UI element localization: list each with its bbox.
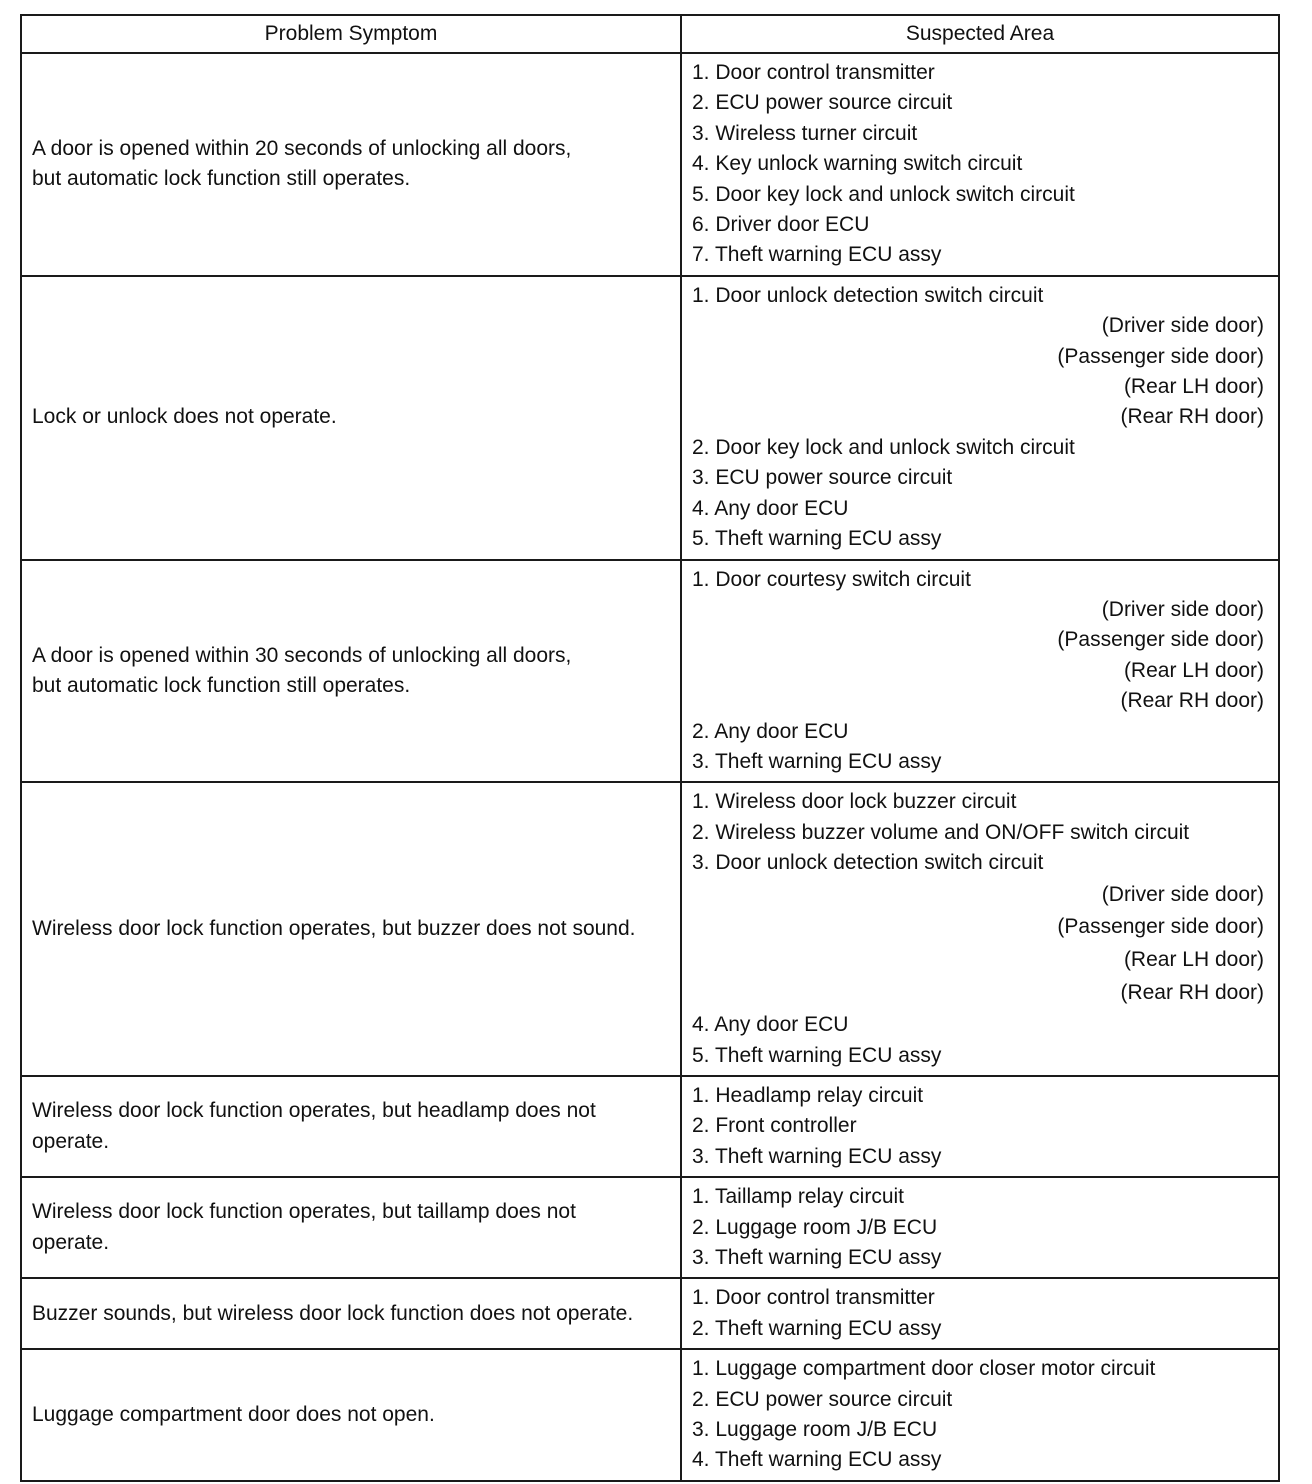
door-location-note: (Driver side door)	[1101, 597, 1264, 621]
door-location-note: (Rear RH door)	[1120, 981, 1264, 1005]
table-body	[21, 53, 1279, 1481]
symptom-text: Wireless door lock function operates, but headlamp does not	[32, 1099, 596, 1123]
suspected-area-item: 3. Luggage room J/B ECU	[692, 1418, 938, 1442]
door-location-note: (Passenger side door)	[1057, 344, 1264, 368]
symptom-text: A door is opened within 30 seconds of unlocking all doors,	[32, 643, 572, 667]
suspected-area-item: 2. Any door ECU	[692, 719, 849, 743]
table-row	[21, 1349, 1279, 1481]
symptom-text: but automatic lock function still operates.	[32, 673, 411, 697]
suspected-area-cell	[681, 53, 1279, 276]
suspected-area-cell	[681, 1177, 1279, 1278]
door-location-note: (Rear RH door)	[1120, 689, 1264, 713]
suspected-area-cell	[681, 1278, 1279, 1349]
suspected-area-item: 2. ECU power source circuit	[692, 91, 953, 115]
suspected-area-item: 1. Wireless door lock buzzer circuit	[692, 790, 1017, 814]
troubleshooting-table	[20, 14, 1280, 1482]
header-suspected-area: Suspected Area	[681, 15, 1279, 53]
suspected-area-item: 4. Key unlock warning switch circuit	[692, 152, 1023, 176]
suspected-area-item: 2. ECU power source circuit	[692, 1387, 953, 1411]
door-location-note: (Rear RH door)	[1120, 405, 1264, 429]
symptom-text: Luggage compartment door does not open.	[32, 1402, 435, 1426]
door-location-note: (Driver side door)	[1101, 314, 1264, 338]
suspected-area-item: 1. Luggage compartment door closer motor circuit	[692, 1357, 1156, 1381]
suspected-area-cell	[681, 560, 1279, 783]
problem-symptom-cell	[21, 1278, 681, 1349]
suspected-area-item: 6. Driver door ECU	[692, 213, 870, 237]
suspected-area-cell	[681, 276, 1279, 560]
suspected-area-item: 5. Door key lock and unlock switch circuit	[692, 182, 1075, 206]
suspected-area-item: 2. Wireless buzzer volume and ON/OFF switch circuit	[692, 820, 1190, 844]
suspected-area-item: 7. Theft warning ECU assy	[692, 243, 942, 267]
symptom-text: A door is opened within 20 seconds of unlocking all doors,	[32, 137, 572, 161]
problem-symptom-cell	[21, 1076, 681, 1177]
door-location-note: (Rear LH door)	[1123, 375, 1264, 399]
suspected-area-item: 1. Taillamp relay circuit	[692, 1185, 905, 1209]
table-row	[21, 782, 1279, 1076]
suspected-area-item: 2. Luggage room J/B ECU	[692, 1215, 938, 1239]
problem-symptom-cell	[21, 560, 681, 783]
table-row	[21, 1076, 1279, 1177]
suspected-area-item: 3. Theft warning ECU assy	[692, 749, 942, 773]
suspected-area-item: 2. Door key lock and unlock switch circuit	[692, 435, 1075, 459]
door-location-note: (Rear LH door)	[1123, 948, 1264, 972]
table-row	[21, 560, 1279, 783]
symptom-text: operate.	[32, 1129, 110, 1153]
suspected-area-item: 3. Theft warning ECU assy	[692, 1246, 942, 1270]
table-row	[21, 1177, 1279, 1278]
problem-symptom-cell	[21, 53, 681, 276]
suspected-area-item: 3. ECU power source circuit	[692, 466, 953, 490]
symptom-text: Wireless door lock function operates, but taillamp does not	[32, 1200, 576, 1224]
problem-symptom-cell	[21, 1177, 681, 1278]
suspected-area-item: 3. Theft warning ECU assy	[692, 1144, 942, 1168]
problem-symptom-cell	[21, 276, 681, 560]
door-location-note: (Passenger side door)	[1057, 628, 1264, 652]
door-location-note: (Rear LH door)	[1123, 658, 1264, 682]
table-row	[21, 53, 1279, 276]
symptom-text: but automatic lock function still operates.	[32, 167, 411, 191]
suspected-area-item: 3. Door unlock detection switch circuit	[692, 851, 1044, 875]
suspected-area-item: 5. Theft warning ECU assy	[692, 1043, 942, 1067]
suspected-area-item: 1. Door unlock detection switch circuit	[692, 283, 1044, 307]
table-row	[21, 276, 1279, 560]
suspected-area-item: 1. Headlamp relay circuit	[692, 1084, 924, 1107]
symptom-text: Buzzer sounds, but wireless door lock function does not operate.	[32, 1301, 634, 1325]
suspected-area-item: 3. Wireless turner circuit	[692, 121, 918, 145]
symptom-text: Wireless door lock function operates, but buzzer does not sound.	[32, 916, 636, 940]
suspected-area-item: 5. Theft warning ECU assy	[692, 527, 942, 551]
suspected-area-item: 1. Door control transmitter	[692, 61, 935, 84]
suspected-area-item: 1. Door courtesy switch circuit	[692, 567, 971, 591]
suspected-area-item: 2. Theft warning ECU assy	[692, 1316, 942, 1340]
header-problem-symptom: Problem Symptom	[21, 15, 681, 53]
suspected-area-item: 2. Front controller	[692, 1114, 857, 1138]
table-row	[21, 1278, 1279, 1349]
suspected-area-cell	[681, 1076, 1279, 1177]
suspected-area-item: 1. Door control transmitter	[692, 1286, 935, 1310]
suspected-area-item: 4. Theft warning ECU assy	[692, 1448, 942, 1472]
suspected-area-item: 4. Any door ECU	[692, 496, 849, 520]
suspected-area-cell	[681, 782, 1279, 1076]
symptom-text: Lock or unlock does not operate.	[32, 405, 337, 429]
door-location-note: (Driver side door)	[1101, 882, 1264, 906]
symptom-text: operate.	[32, 1230, 110, 1254]
door-location-note: (Passenger side door)	[1057, 915, 1264, 939]
problem-symptom-cell	[21, 1349, 681, 1481]
problem-symptom-cell	[21, 782, 681, 1076]
suspected-area-cell	[681, 1349, 1279, 1481]
header-row	[21, 15, 1279, 53]
suspected-area-item: 4. Any door ECU	[692, 1013, 849, 1037]
